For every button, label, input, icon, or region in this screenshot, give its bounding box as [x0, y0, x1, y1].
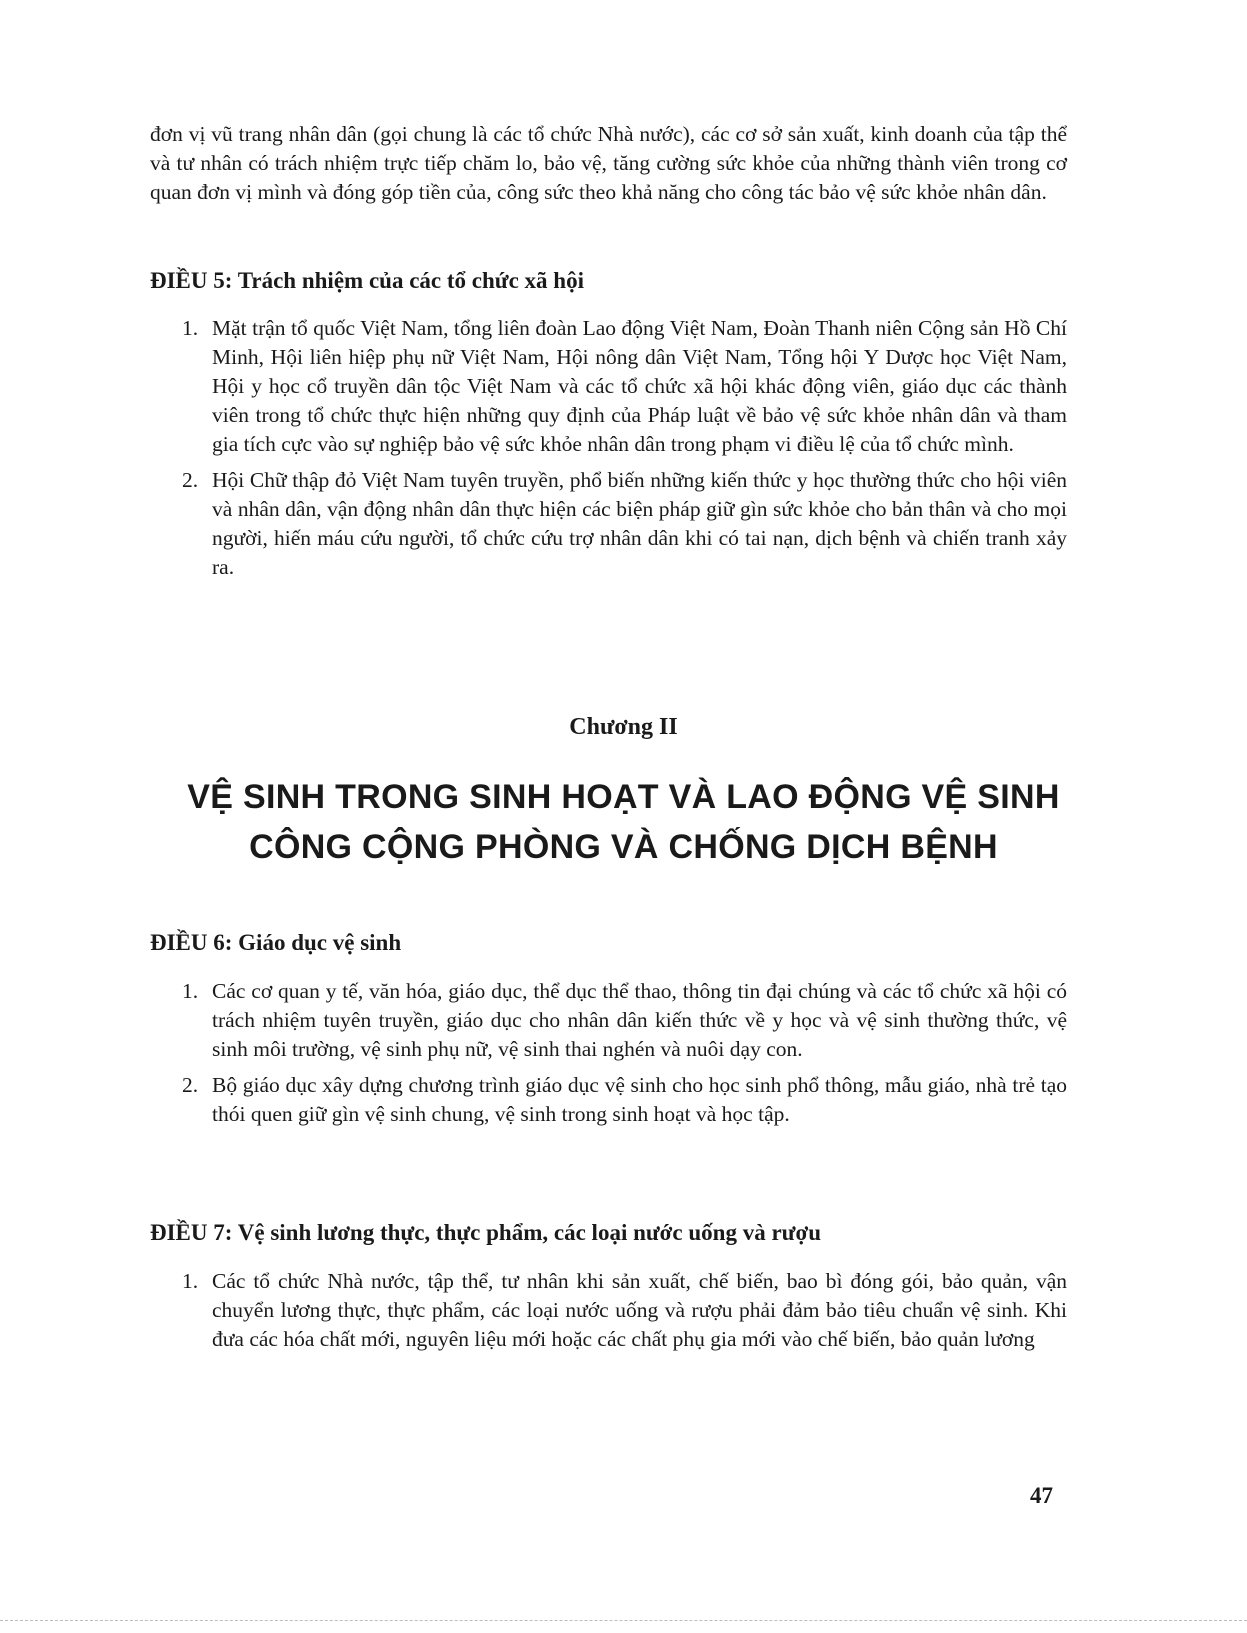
- item-number: 1.: [182, 316, 199, 340]
- intro-paragraph: đơn vị vũ trang nhân dân (gọi chung là các tổ chức Nhà nước), các cơ sở sản xuất, kinh doanh của tập thể và tư nhân có trách nhiệm trực tiếp chăm lo, bảo vệ, tăng cường sức khỏe của những thành viên trong cơ quan đơn vị mình và đóng góp tiền của, công sức theo khả năng cho công tác bảo vệ sức khỏe nhân dân.: [150, 122, 1067, 204]
- item-text: Mặt trận tổ quốc Việt Nam, tổng liên đoàn Lao động Việt Nam, Đoàn Thanh niên Cộng sản Hồ Chí Minh, Hội liên hiệp phụ nữ Việt Nam, Hội nông dân Việt Nam, Tổng hội Y Dược học Việt Nam, Hội y học cổ truyền dân tộc Việt Nam và các tổ chức xã hội khác động viên, giáo dục các thành viên trong tổ chức thực hiện những quy định của Pháp luật về bảo vệ sức khỏe nhân dân và tham gia tích cực vào sự nghiệp bảo vệ sức khỏe nhân dân trong phạm vi điều lệ của tổ chức mình.: [212, 316, 1067, 456]
- item-text: Các cơ quan y tế, văn hóa, giáo dục, thể dục thể thao, thông tin đại chúng và các tổ chức xã hội có trách nhiệm tuyên truyền, giáo dục cho nhân dân kiến thức về y học và vệ sinh thường thức, vệ sinh môi trường, vệ sinh phụ nữ, vệ sinh thai nghén và nuôi dạy con.: [212, 979, 1067, 1061]
- item-text: Các tổ chức Nhà nước, tập thể, tư nhân khi sản xuất, chế biến, bao bì đóng gói, bảo quản, vận chuyển lương thực, thực phẩm, các loại nước uống và rượu phải đảm bảo tiêu chuẩn vệ sinh. Khi đưa các hóa chất mới, nguyên liệu mới hoặc các chất phụ gia mới vào chế biến, bảo quản lương: [212, 1269, 1067, 1351]
- item-text: Bộ giáo dục xây dựng chương trình giáo dục vệ sinh cho học sinh phổ thông, mẫu giáo, nhà trẻ tạo thói quen giữ gìn vệ sinh chung, vệ sinh trong sinh hoạt và học tập.: [212, 1073, 1067, 1126]
- article-7-list: [150, 1267, 1067, 1361]
- chapter-title-line-2: CÔNG CỘNG PHÒNG VÀ CHỐNG DỊCH BỆNH: [249, 828, 998, 866]
- item-text: Hội Chữ thập đỏ Việt Nam tuyên truyền, phổ biến những kiến thức y học thường thức cho hội viên và nhân dân, vận động nhân dân thực hiện các biện pháp giữ gìn sức khỏe cho bản thân và cho mọi người, hiến máu cứu người, tổ chức cứu trợ nhân dân khi có tai nạn, dịch bệnh và chiến tranh xảy ra.: [212, 468, 1067, 579]
- page-number: 47: [1030, 1483, 1053, 1508]
- scan-edge-divider: [0, 1620, 1247, 1621]
- item-number: 2.: [182, 468, 199, 492]
- article-5-heading: ĐIỀU 5: Trách nhiệm của các tổ chức xã hội: [150, 268, 584, 293]
- article-5-list: [150, 314, 1067, 589]
- chapter-title-line-1: VỆ SINH TRONG SINH HOẠT VÀ LAO ĐỘNG VỆ SINH: [187, 778, 1060, 816]
- article-7-heading: ĐIỀU 7: Vệ sinh lương thực, thực phẩm, các loại nước uống và rượu: [150, 1220, 821, 1245]
- list-item: [150, 466, 1067, 582]
- list-item: [150, 314, 1067, 459]
- list-item: [150, 1267, 1067, 1354]
- list-item: [150, 1071, 1067, 1129]
- item-number: 2.: [182, 1073, 199, 1097]
- article-6-heading: ĐIỀU 6: Giáo dục vệ sinh: [150, 930, 402, 955]
- list-item: [150, 977, 1067, 1064]
- article-6-list: [150, 977, 1067, 1136]
- item-number: 1.: [182, 979, 199, 1003]
- chapter-label: Chương II: [569, 714, 678, 740]
- item-number: 1.: [182, 1269, 199, 1293]
